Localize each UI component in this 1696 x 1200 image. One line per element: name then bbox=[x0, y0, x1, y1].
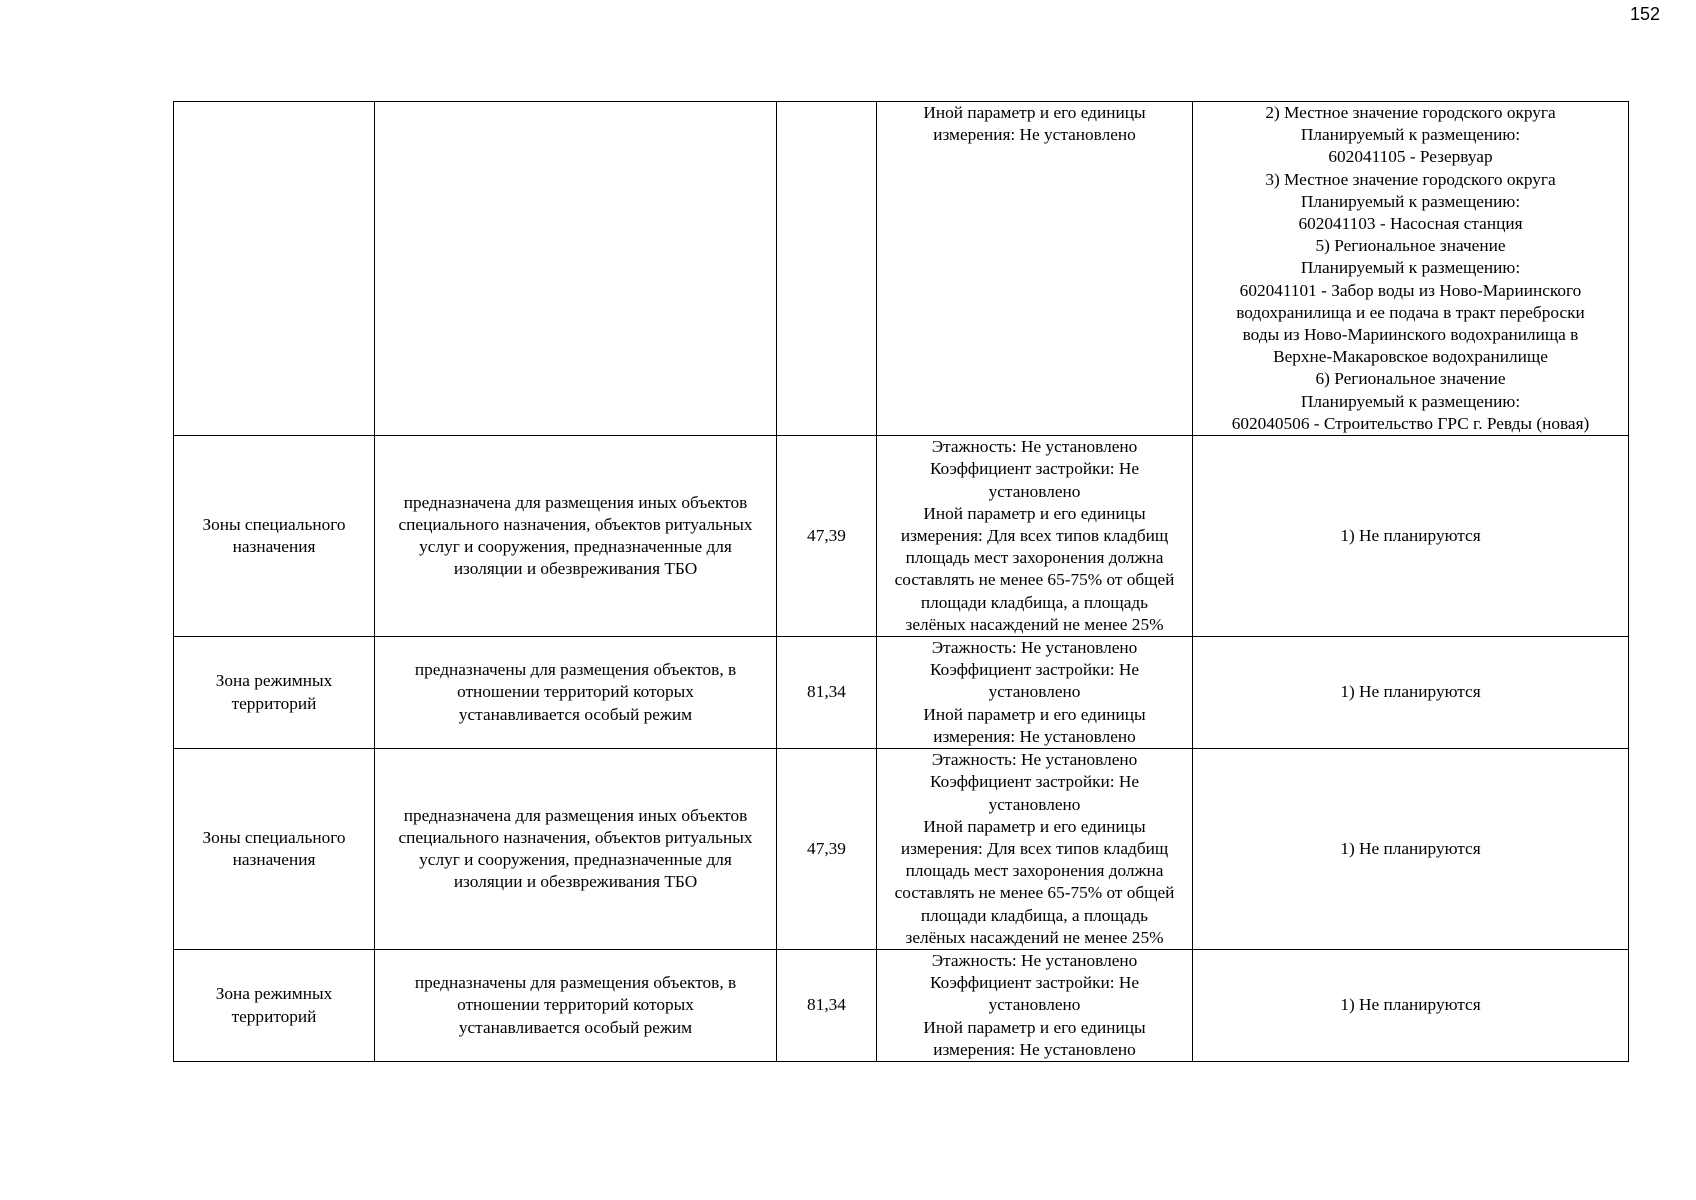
zone-name-cell bbox=[174, 749, 375, 950]
cell-line: назначения bbox=[232, 850, 316, 870]
cell-line: специального назначения, объектов ритуальных bbox=[398, 514, 753, 534]
cell-line: изоляции и обезвреживания ТБО bbox=[453, 872, 698, 892]
cell-line: отношении территорий которых bbox=[457, 995, 694, 1015]
cell-line: Этажность: Не установлено bbox=[931, 951, 1138, 971]
cell-line: 2) Местное значение городского округа bbox=[1265, 103, 1556, 122]
cell-line: измерения: Для всех типов кладбищ bbox=[900, 525, 1169, 545]
cell-line: Зона режимных bbox=[215, 671, 333, 691]
cell-line: Планируемый к размещению: bbox=[1300, 391, 1521, 411]
cell-line: 602041105 - Резервуар bbox=[1328, 147, 1493, 167]
table-row bbox=[174, 102, 1629, 436]
zone-area-cell: 81,34 bbox=[777, 950, 877, 1062]
cell-line: Зона режимных bbox=[215, 984, 333, 1004]
zone-area-cell bbox=[777, 102, 877, 436]
zone-purpose-cell bbox=[375, 637, 777, 749]
cell-line: Зоны специального bbox=[202, 827, 346, 847]
planned-objects-cell bbox=[1193, 436, 1629, 637]
table-row bbox=[174, 749, 1629, 950]
zone-name-cell bbox=[174, 102, 375, 436]
cell-line: территорий bbox=[231, 1006, 317, 1026]
cell-line: устанавливается особый режим bbox=[458, 704, 693, 724]
cell-line: услуг и сооружения, предназначенные для bbox=[419, 850, 732, 870]
zone-purpose-cell bbox=[375, 950, 777, 1062]
table-row bbox=[174, 436, 1629, 637]
cell-line: специального назначения, объектов ритуальных bbox=[398, 827, 753, 847]
cell-line: Этажность: Не установлено bbox=[931, 750, 1138, 770]
zone-name-cell bbox=[174, 637, 375, 749]
cell-line: отношении территорий которых bbox=[457, 682, 694, 702]
cell-line: установлено bbox=[988, 794, 1081, 814]
cell-line: предназначена для размещения иных объектов bbox=[403, 805, 748, 825]
page-number: 152 bbox=[1629, 4, 1660, 24]
planned-objects-cell bbox=[1193, 950, 1629, 1062]
planned-objects-cell bbox=[1193, 749, 1629, 950]
cell-line: предназначены для размещения объектов, в bbox=[414, 660, 737, 680]
zone-parameters-cell bbox=[877, 950, 1193, 1062]
cell-line: 1) Не планируются bbox=[1340, 525, 1481, 545]
cell-line: 3) Местное значение городского округа bbox=[1265, 169, 1556, 189]
cell-line: услуг и сооружения, предназначенные для bbox=[419, 537, 732, 557]
cell-line: 602040506 - Строительство ГРС г. Ревды (новая) bbox=[1231, 413, 1590, 433]
cell-line: 602041101 - Забор воды из Ново-Мариинского bbox=[1239, 280, 1582, 300]
cell-line: 1) Не планируются bbox=[1340, 995, 1481, 1015]
cell-line: изоляции и обезвреживания ТБО bbox=[453, 559, 698, 579]
planned-objects-cell bbox=[1193, 102, 1629, 436]
cell-line: Планируемый к размещению: bbox=[1300, 258, 1521, 278]
cell-line: установлено bbox=[988, 682, 1081, 702]
table-row bbox=[174, 950, 1629, 1062]
cell-line: Коэффициент застройки: Не bbox=[929, 459, 1140, 479]
cell-line: 1) Не планируются bbox=[1340, 682, 1481, 702]
cell-line: 1) Не планируются bbox=[1340, 838, 1481, 858]
cell-line: территорий bbox=[231, 693, 317, 713]
cell-line: Планируемый к размещению: bbox=[1300, 191, 1521, 211]
zone-area-cell: 47,39 bbox=[777, 436, 877, 637]
zone-parameters-cell bbox=[877, 436, 1193, 637]
cell-line: Этажность: Не установлено bbox=[931, 437, 1138, 457]
cell-line: предназначена для размещения иных объектов bbox=[403, 492, 748, 512]
cell-line: предназначены для размещения объектов, в bbox=[414, 973, 737, 993]
cell-line: составлять не менее 65-75% от общей bbox=[894, 883, 1175, 903]
cell-line: 602041103 - Насосная станция bbox=[1298, 214, 1523, 234]
cell-line: устанавливается особый режим bbox=[458, 1017, 693, 1037]
cell-line: площади кладбища, а площадь bbox=[920, 905, 1149, 925]
zone-area-cell: 47,39 bbox=[777, 749, 877, 950]
cell-line: 5) Региональное значение bbox=[1315, 236, 1506, 256]
cell-line: Планируемый к размещению: bbox=[1300, 125, 1521, 145]
zone-parameters-cell bbox=[877, 749, 1193, 950]
cell-line: Иной параметр и его единицы bbox=[923, 1017, 1146, 1037]
cell-line: Этажность: Не установлено bbox=[931, 638, 1138, 658]
cell-line: Иной параметр и его единицы bbox=[923, 103, 1146, 122]
zone-parameters-cell bbox=[877, 637, 1193, 749]
cell-line: зелёных насаждений не менее 25% bbox=[905, 927, 1164, 947]
cell-line: зелёных насаждений не менее 25% bbox=[905, 614, 1164, 634]
zone-name-cell bbox=[174, 950, 375, 1062]
cell-line: измерения: Не установлено bbox=[933, 726, 1136, 746]
cell-line: Зоны специального bbox=[202, 514, 346, 534]
cell-line: площадь мест захоронения должна bbox=[905, 548, 1164, 568]
zone-purpose-cell bbox=[375, 436, 777, 637]
zones-table bbox=[173, 101, 1629, 1062]
cell-line: установлено bbox=[988, 481, 1081, 501]
planned-objects-cell bbox=[1193, 637, 1629, 749]
cell-line: составлять не менее 65-75% от общей bbox=[894, 570, 1175, 590]
cell-line: измерения: Не установлено bbox=[933, 125, 1136, 145]
cell-line: водохранилища и ее подача в тракт переброски bbox=[1236, 302, 1585, 322]
cell-line: Коэффициент застройки: Не bbox=[929, 660, 1140, 680]
cell-line: измерения: Для всех типов кладбищ bbox=[900, 838, 1169, 858]
cell-line: Иной параметр и его единицы bbox=[923, 816, 1146, 836]
table-row bbox=[174, 637, 1629, 749]
zone-purpose-cell bbox=[375, 749, 777, 950]
cell-line: назначения bbox=[232, 537, 316, 557]
cell-line: Иной параметр и его единицы bbox=[923, 503, 1146, 523]
cell-line: Коэффициент застройки: Не bbox=[929, 772, 1140, 792]
cell-line: площади кладбища, а площадь bbox=[920, 592, 1149, 612]
cell-line: Иной параметр и его единицы bbox=[923, 704, 1146, 724]
zone-area-cell: 81,34 bbox=[777, 637, 877, 749]
cell-line: 6) Региональное значение bbox=[1315, 369, 1506, 389]
cell-line: измерения: Не установлено bbox=[933, 1039, 1136, 1059]
cell-line: площадь мест захоронения должна bbox=[905, 861, 1164, 881]
zone-name-cell bbox=[174, 436, 375, 637]
zone-parameters-cell bbox=[877, 102, 1193, 436]
cell-line: Коэффициент застройки: Не bbox=[929, 973, 1140, 993]
cell-line: Верхне-Макаровское водохранилище bbox=[1273, 347, 1548, 367]
cell-line: воды из Ново-Мариинского водохранилища в bbox=[1242, 325, 1579, 345]
zone-purpose-cell bbox=[375, 102, 777, 436]
cell-line: установлено bbox=[988, 995, 1081, 1015]
